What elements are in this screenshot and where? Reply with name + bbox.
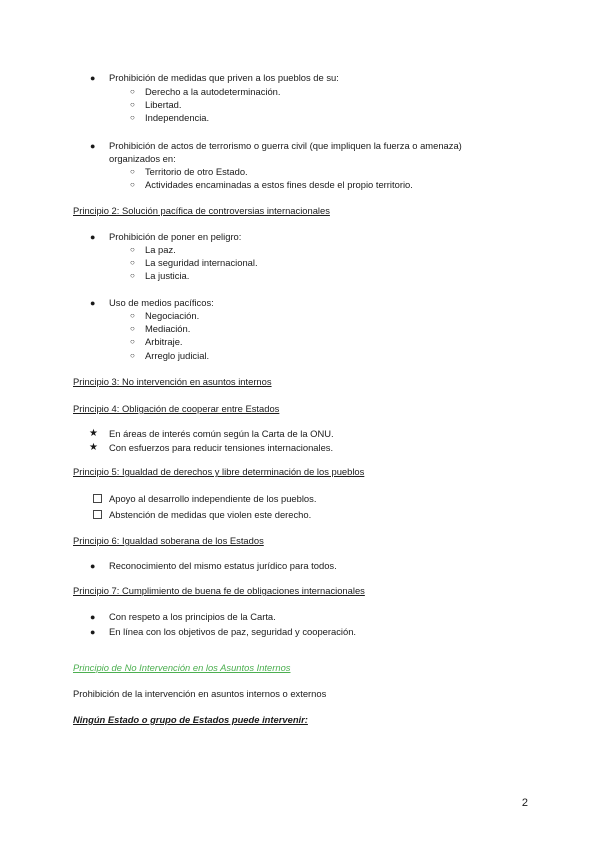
list-item: En línea con los objetivos de paz, seguridad y cooperación.: [109, 626, 357, 637]
list-item: Prohibición de actos de terrorismo o guerra civil (que impliquen la fuerza o amenaza): [109, 140, 462, 151]
list-item: Derecho a la autodeterminación.: [145, 86, 281, 97]
list-item: La seguridad internacional.: [145, 257, 258, 268]
list-item: La paz.: [145, 244, 176, 255]
sub-bullet-icon: ○: [130, 311, 135, 320]
sub-bullet-icon: ○: [130, 167, 135, 176]
list-item: En áreas de interés común según la Carta de la ONU.: [109, 428, 334, 439]
bullet-icon: ●: [90, 612, 96, 622]
sub-bullet-icon: ○: [130, 337, 135, 346]
bullet-icon: ●: [90, 141, 96, 151]
bullet-icon: ●: [90, 298, 96, 308]
paragraph: Prohibición de la intervención en asuntos internos o externos: [73, 688, 327, 699]
list-item: Territorio de otro Estado.: [145, 166, 248, 177]
page-number: 2: [521, 797, 528, 809]
list-item: Actividades encaminadas a estos fines desde el propio territorio.: [145, 179, 413, 190]
sub-bullet-icon: ○: [130, 245, 135, 254]
list-item: Apoyo al desarrollo independiente de los pueblos.: [109, 493, 317, 504]
sub-bullet-icon: ○: [130, 351, 135, 360]
list-item: Arbitraje.: [145, 336, 183, 347]
section-subtitle: Ningún Estado o grupo de Estados puede intervenir:: [73, 714, 308, 725]
bullet-icon: ●: [90, 561, 96, 571]
checkbox-icon[interactable]: [93, 510, 102, 519]
sub-bullet-icon: ○: [130, 87, 135, 96]
list-item: Mediación.: [145, 323, 191, 334]
section-heading: Principio 5: Igualdad de derechos y libre determinación de los pueblos: [73, 466, 365, 477]
sub-bullet-icon: ○: [130, 258, 135, 267]
sub-bullet-icon: ○: [130, 324, 135, 333]
bullet-icon: ●: [90, 73, 96, 83]
section-heading: Principio 3: No intervención en asuntos internos: [73, 376, 272, 387]
list-item: Libertad.: [145, 99, 182, 110]
star-icon: ★: [89, 442, 98, 453]
section-title: Principio de No Intervención en los Asuntos Internos: [73, 662, 291, 673]
checkbox-icon[interactable]: [93, 494, 102, 503]
sub-bullet-icon: ○: [130, 100, 135, 109]
list-item: Con respeto a los principios de la Carta.: [109, 611, 276, 622]
list-item: Reconocimiento del mismo estatus jurídico para todos.: [109, 560, 337, 571]
bullet-icon: ●: [90, 232, 96, 242]
list-item: Independencia.: [145, 112, 210, 123]
sub-bullet-icon: ○: [130, 271, 135, 280]
section-heading: Principio 7: Cumplimiento de buena fe de obligaciones internacionales: [73, 585, 365, 596]
list-item: Arreglo judicial.: [145, 350, 210, 361]
sub-bullet-icon: ○: [130, 113, 135, 122]
sub-bullet-icon: ○: [130, 180, 135, 189]
section-heading: Principio 6: Igualdad soberana de los Estados: [73, 535, 264, 546]
list-item: Abstención de medidas que violen este derecho.: [109, 509, 312, 520]
list-item: Prohibición de medidas que priven a los pueblos de su:: [109, 72, 339, 83]
list-item: organizados en:: [109, 153, 176, 164]
star-icon: ★: [89, 428, 98, 439]
section-heading: Principio 2: Solución pacífica de controversias internacionales: [73, 205, 330, 216]
list-item: Con esfuerzos para reducir tensiones internacionales.: [109, 442, 334, 453]
bullet-icon: ●: [90, 627, 96, 637]
list-item: Prohibición de poner en peligro:: [109, 231, 242, 242]
section-heading: Principio 4: Obligación de cooperar entre Estados: [73, 403, 280, 414]
list-item: Negociación.: [145, 310, 200, 321]
list-item: Uso de medios pacíficos:: [109, 297, 214, 308]
list-item: La justicia.: [145, 270, 190, 281]
